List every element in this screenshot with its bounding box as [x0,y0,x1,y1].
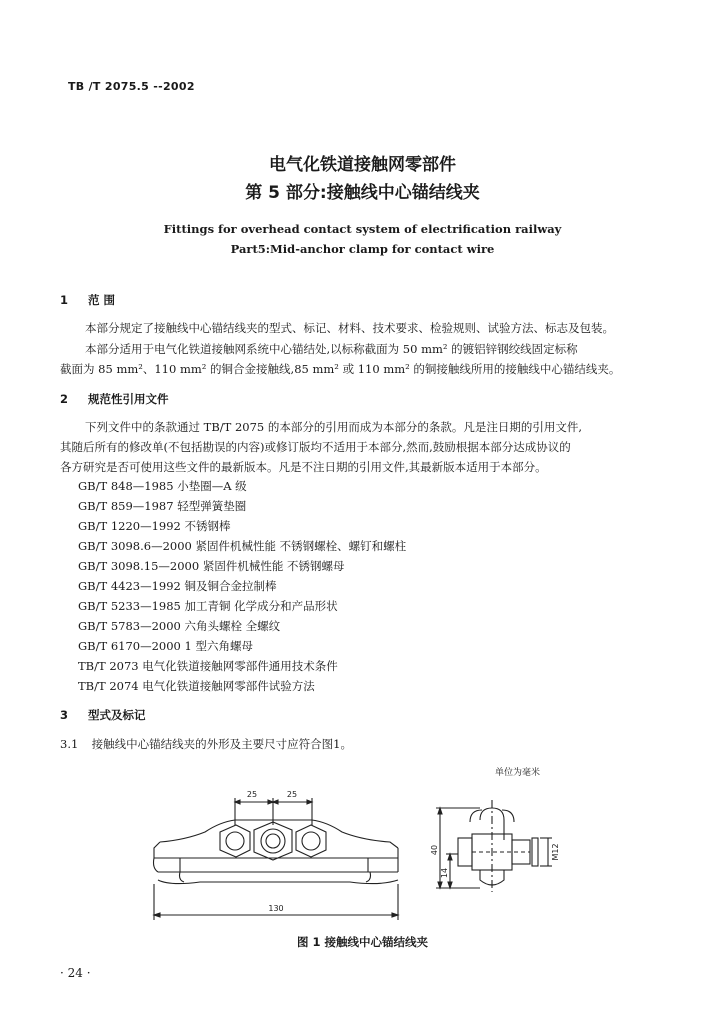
section2-number: 2 [60,392,69,406]
clamp-side-view [458,800,538,892]
title-cn-line2: 第 5 部分:接触线中心锚结线夹 [245,183,480,203]
reference-item: GB/T 6170—2000 1 型六角螺母 [78,639,253,653]
title-en-line1: Fittings for overhead contact system of electrification railway [163,222,562,236]
dim-total-label: 130 [268,904,284,913]
section3-number: 3 [60,708,69,722]
section1-para2-line1: 本部分适用于电气化铁道接触网系统中心锚结处,以标称截面为 50 mm² 的镀铝锌钢绞线固定标称 [85,342,578,356]
reference-item: GB/T 5233—1985 加工青铜 化学成分和产品形状 [78,599,338,613]
title-cn-line1: 电气化铁道接触网零部件 [269,155,456,175]
section1-number: 1 [60,293,69,307]
section1-title: 范 围 [88,293,116,307]
section3-1-number: 3.1 [60,737,79,751]
figure-caption: 图 1 接触线中心锚结线夹 [296,935,428,949]
section2-para-line3: 各方研究是否可使用这些文件的最新版本。凡是不注日期的引用文件,其最新版本适用于本部分。 [60,460,547,474]
unit-note: 单位为毫米 [495,768,541,778]
reference-item: GB/T 848—1985 小垫圈—A 级 [78,479,247,493]
dim-height-label: 40 [430,844,439,856]
section1-para1: 本部分规定了接触线中心锚结线夹的型式、标记、材料、技术要求、检验规则、试验方法、标志及包装。 [85,321,614,335]
clamp-front-view [154,820,399,884]
dim-left-label: 25 [246,790,258,799]
reference-item: GB/T 1220—1992 不锈钢棒 [78,519,231,533]
section3-heading [60,707,146,723]
dimension-bottom [154,884,398,920]
title-en-line2: Part5:Mid-anchor clamp for contact wire [230,242,495,256]
reference-item: TB/T 2074 电气化铁道接触网零部件试验方法 [78,679,315,693]
section3-1-text: 接触线中心锚结线夹的外形及主要尺寸应符合图1。 [91,737,352,751]
reference-item: TB/T 2073 电气化铁道接触网零部件通用技术条件 [78,659,338,673]
dim-right-label: 25 [286,790,298,799]
standard-header: TB /T 2075.5 --2002 [68,80,195,93]
thread-label: M12 [551,843,560,861]
reference-item: GB/T 859—1987 轻型弹簧垫圈 [78,499,247,513]
section2-title: 规范性引用文件 [88,392,169,406]
section2-para-line1: 下列文件中的条款通过 TB/T 2075 的本部分的引用而成为本部分的条款。凡是注日期的引用文件, [85,420,583,434]
section1-para2-line2: 截面为 85 mm²、110 mm² 的铜合金接触线,85 mm² 或 110 mm² 的铜接触线所用的接触线中心锚结线夹。 [60,362,621,376]
reference-item: GB/T 3098.6—2000 紧固件机械性能 不锈钢螺栓、螺钉和螺柱 [78,539,407,553]
reference-item: GB/T 4423—1992 铜及铜合金拉制棒 [78,579,277,593]
page-number: · 24 · [60,966,91,980]
dimension-height [436,808,552,888]
section2-para-line2: 其随后所有的修改单(不包括勘误的内容)或修订版均不适用于本部分,然而,鼓励根据本部分达成协议的 [60,440,571,454]
section3-title: 型式及标记 [88,708,146,722]
figure-1-drawing [140,780,560,930]
reference-item: GB/T 3098.15—2000 紧固件机械性能 不锈钢螺母 [78,559,345,573]
section3-1 [60,736,352,752]
dim-low-label: 14 [440,867,449,879]
section2-heading [60,391,169,407]
reference-item: GB/T 5783—2000 六角头螺栓 全螺纹 [78,619,281,633]
section1-heading [60,292,115,308]
dimension-top [235,798,312,825]
